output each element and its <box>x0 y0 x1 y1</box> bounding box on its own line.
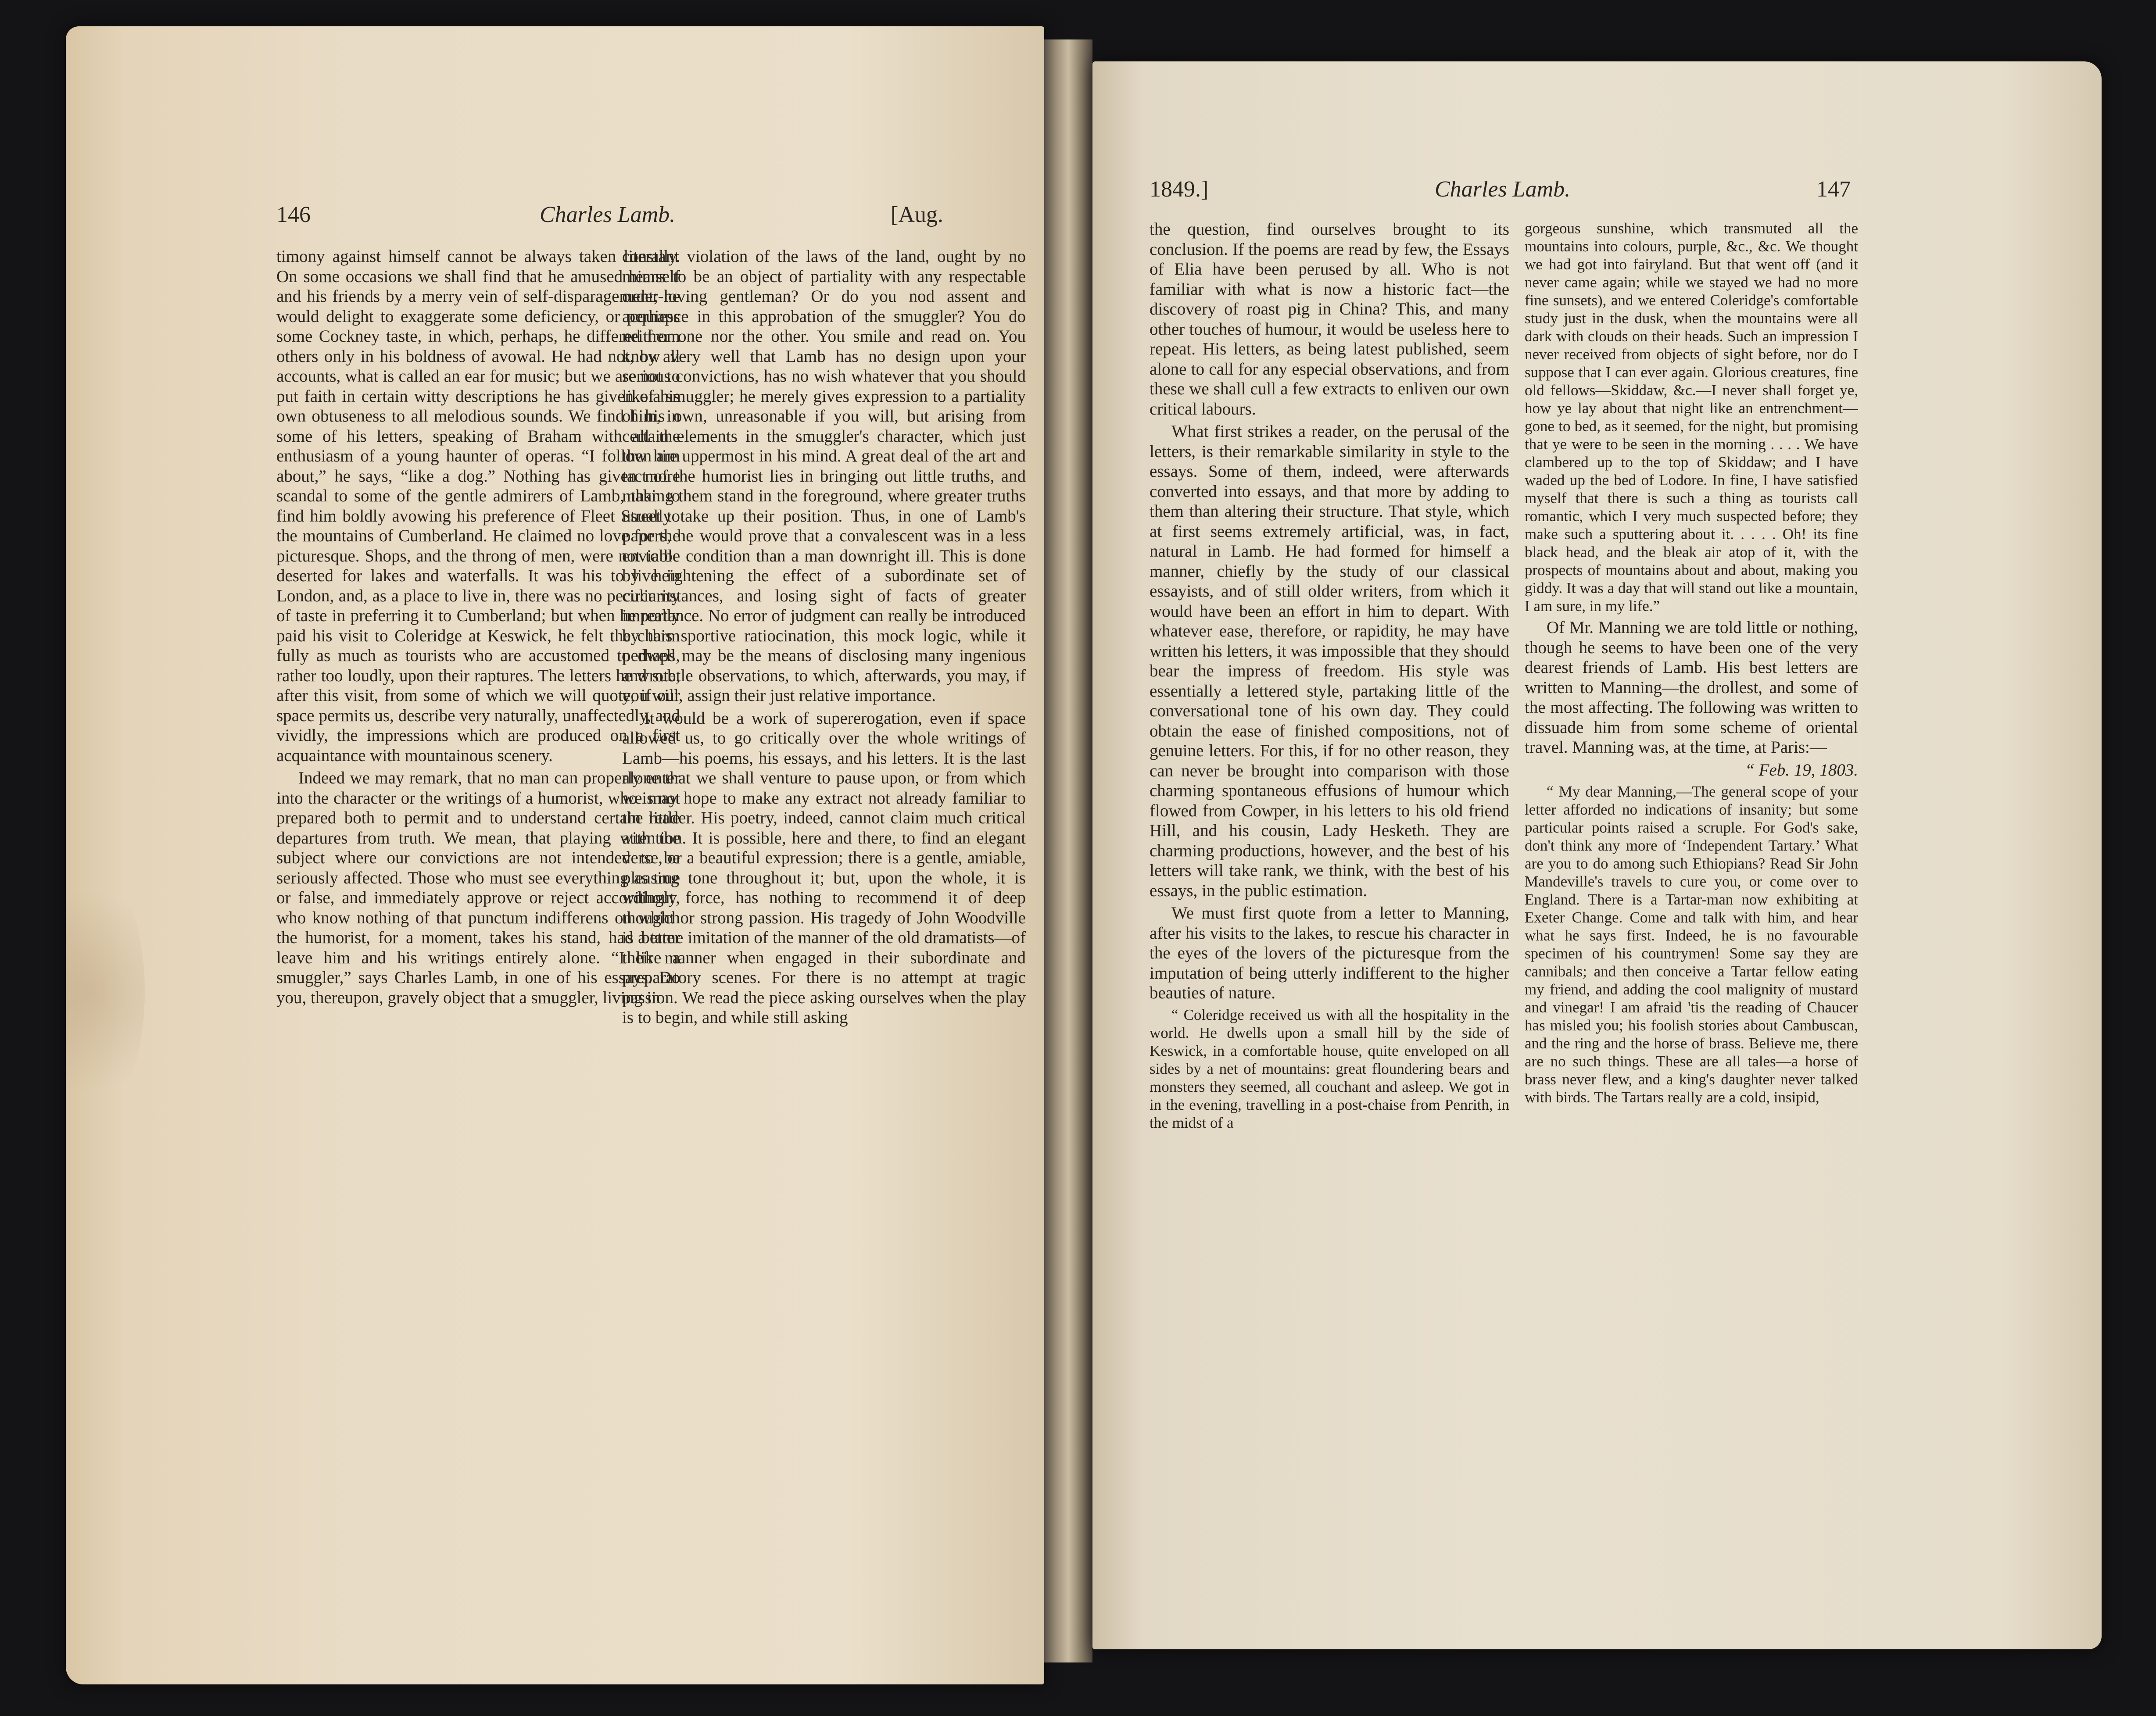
paragraph: We must first quote from a letter to Manning, after his visits to the lakes, to rescue his character in the eyes of the lovers of the picturesque from the imputation of being utterly indifferent to the higher beauties of nature. <box>1150 904 1509 1002</box>
right-page-header <box>1092 61 2102 202</box>
left-page <box>66 26 1044 1684</box>
running-title: Charles Lamb. <box>1435 177 1571 202</box>
paragraph: It would be a work of supererogation, even if space allowed us, to go critically over the whole writings of Lamb—his poems, his essays, and his letters. It is the last alone that we shall venture to pause upon, or from which we may hope to make any extract not already familiar to the reader. His poetry, indeed, cannot claim much critical attention. It is possible, here and there, to find an elegant verse, or a beautiful expression; there is a gentle, amiable, pleasing tone throughout it; but, upon the whole, it is without force, has nothing to recommend it of deep thought or strong passion. His tragedy of John Woodville is a tame imitation of the manner of the old dramatists—of their manner when engaged in their subordinate and preparatory scenes. For there is no attempt at tragic passion. We read the piece asking ourselves when the play is to begin, and while still asking <box>622 708 1026 1027</box>
book-gutter <box>1044 39 1092 1662</box>
left-column-1 <box>276 247 680 1589</box>
page-number: 147 <box>1816 177 1851 202</box>
paragraph: constant violation of the laws of the land, ought by no means to be an object of partiality with any respectable order-loving gentleman? Or do you nod assent and acquiesce in this approbation of the smuggler? You do neither one nor the other. You smile and read on. You know very well that Lamb has no design upon your serious convictions, has no wish whatever that you should like a smuggler; he merely gives expression to a partiality of his own, unreasonable if you will, but arising from certain elements in the smuggler's character, which just then are uppermost in his mind. A great deal of the art and tact of the humorist lies in bringing out little truths, and making them stand in the foreground, where greater truths usually take up their position. Thus, in one of Lamb's papers, he would prove that a convalescent was in a less enviable condition than a man downright ill. This is done by heightening the effect of a subordinate set of circumstances, and losing sight of facts of greater importance. No error of judgment can really be introduced by this sportive ratiocination, this mock logic, while it perhaps may be the means of disclosing many ingenious and subtle observations, to which, afterwards, you may, if you will, assign their just relative importance. <box>622 247 1026 705</box>
page-number: 146 <box>276 202 311 227</box>
paragraph: What first strikes a reader, on the perusal of the letters, is their remarkable similarity in style to the essays. Some of them, indeed, were afterwards converted into essays, and that more by adding to them than altering their structure. That style, which at first seems extremely artificial, was, in fact, natural in Lamb. He had formed for himself a manner, chiefly by the study of our classical essayists, and of still older writers, from which it would have been an effort in him to depart. With whatever ease, therefore, or rapidity, he may have written his letters, it was impossible that they should bear the impress of freedom. His style was essentially a lettered style, partaking little of the conversational tone of his own day. They could obtain the ease of finished compositions, not of genuine letters. For this, if for no other reason, they can never be brought into comparison with those charming spontaneous effusions of humour which flowed from Cowper, in his letters to his old friend Hill, and his cousin, Lady Hesketh. They are charming productions, however, and the best of his letters will take rank, we think, with the best of his essays, in the public estimation. <box>1150 422 1509 900</box>
quoted-letter: “ Coleridge received us with all the hospitality in the world. He dwells upon a small hill by the side of Keswick, in a comfortable house, quite enveloped on all sides by a net of mountains: great floundering bears and monsters they seemed, all couchant and asleep. We got in in the evening, travelling in a post-chaise from Penrith, in the midst of a <box>1150 1006 1509 1131</box>
quoted-letter: “ My dear Manning,—The general scope of your letter afforded no indications of insanity; but some particular points raised a scruple. For God's sake, don't think any more of ‘Independent Tartary.’ What are you to do among such Ethiopians? Read Sir John Mandeville's travels to cure you, or come over to England. There is a Tartar-man now exhibiting at Exeter Change. Come and talk with him, and hear what he says first. Indeed, he is no favourable specimen of his countrymen! Some say they are cannibals; and then conceive a Tartar fellow eating my friend, and adding the cool malignity of mustard and vinegar! I am afraid 'tis the reading of Chaucer has misled you; his foolish stories about Cambuscan, and the ring and the horse of brass. Believe me, there are no such things. These are all tales—a horse of brass never flew, and a king's daughter never talked with birds. The Tartars really are a cold, insipid, <box>1525 783 1858 1106</box>
quoted-letter: gorgeous sunshine, which transmuted all the mountains into colours, purple, &c., &c. We thought we had got into fairyland. But that went off (and it never came again; while we stayed we had no more fine sunsets), and we entered Coleridge's comfortable study just in the dusk, when the mountains were all dark with clouds on their heads. Such an impression I never received from objects of sight before, nor do I suppose that I can ever again. Glorious creatures, fine old fellows—Skiddaw, &c.—I never shall forget ye, how ye lay about that night like an entrenchment—gone to bed, as it seemed, for the night, but promising that ye were to be seen in the morning . . . . We have clambered up to the top of Skiddaw; and I have waded up the bed of Lodore. In fine, I have satisfied myself that there is such a thing as tourists call romantic, which I very much suspected before; they make such a sputtering about it. . . . . Oh! its fine black head, and the bleak air atop of it, with the prospects of mountains about and about, making you giddy. It was a day that will stand out like a mountain, I am sure, in my life.” <box>1525 220 1858 615</box>
edge-stain <box>66 860 145 1123</box>
right-page <box>1092 61 2102 1649</box>
letter-date: “ Feb. 19, 1803. <box>1745 760 1858 779</box>
right-column-2 <box>1525 219 1858 1557</box>
running-month: [Aug. <box>891 202 943 227</box>
paragraph: Of Mr. Manning we are told little or nothing, though he seems to have been one of the very dearest friends of Lamb. His best letters are written to Manning—the drollest, and some of the most affecting. The following was written to dissuade him from some scheme of oriental travel. Manning was, at the time, at Paris:— <box>1525 618 1858 757</box>
left-column-2 <box>622 247 1026 1589</box>
left-page-header <box>66 26 1044 227</box>
running-year: 1849.] <box>1150 177 1209 202</box>
running-title: Charles Lamb. <box>540 202 676 227</box>
paragraph: Indeed we may remark, that no man can properly enter into the character or the writings of a humorist, who is not prepared both to permit and to understand certain little departures from truth. We mean, that playing with the subject where our convictions are not intended to be seriously affected. Those who must see everything as true or false, and immediately approve or reject accordingly, who know nothing of that punctum indifferens on which the humorist, for a moment, takes his stand, had better leave him and his writings entirely alone. “I like a smuggler,” says Charles Lamb, in one of his essays. Do you, thereupon, gravely object that a smuggler, living in <box>276 769 680 1007</box>
right-column-1 <box>1150 219 1509 1557</box>
paragraph: timony against himself cannot be always taken literally. On some occasions we shall find that he amused himself and his friends by a merry vein of self-disparagement; he would delight to exaggerate some deficiency, or perhaps some Cockney taste, in which, perhaps, he differed from others only in his boldness of avowal. He had not, by all accounts, what is called an ear for music; but we are not to put faith in certain witty descriptions he has given of his own obtuseness to all melodious sounds. We find him, in some of his letters, speaking of Braham with all the enthusiasm of a young haunter of operas. “I follow him about,” he says, “like a dog.” Nothing has given more scandal to some of the gentle admirers of Lamb, than to find him boldly avowing his preference of Fleet Street to the mountains of Cumberland. He claimed no love for the picturesque. Shops, and the throng of men, were not to be deserted for lakes and waterfalls. It was his to live in London, and, as a place to live in, there was no peculiarity of taste in preferring it to Cumberland; but when he really paid his visit to Coleridge at Keswick, he felt the charm fully as much as tourists who are accustomed to dwell, rather too loudly, upon their raptures. The letters he wrote, after this visit, from some of which we will quote, if our space permits us, describe very naturally, unaffectedly, and vividly, the impressions which are produced on a first acquaintance with mountainous scenery. <box>276 247 680 765</box>
paragraph: the question, find ourselves brought to its conclusion. If the poems are read by few, the Essays of Elia have been perused by all. Who is not familiar with what is now a historic fact—the discovery of roast pig in China? This, and many other touches of humour, it would be useless here to repeat. His letters, as being latest published, seem alone to call for any especial observations, and from these we shall cull a few extracts to enliven our own critical labours. <box>1150 220 1509 418</box>
